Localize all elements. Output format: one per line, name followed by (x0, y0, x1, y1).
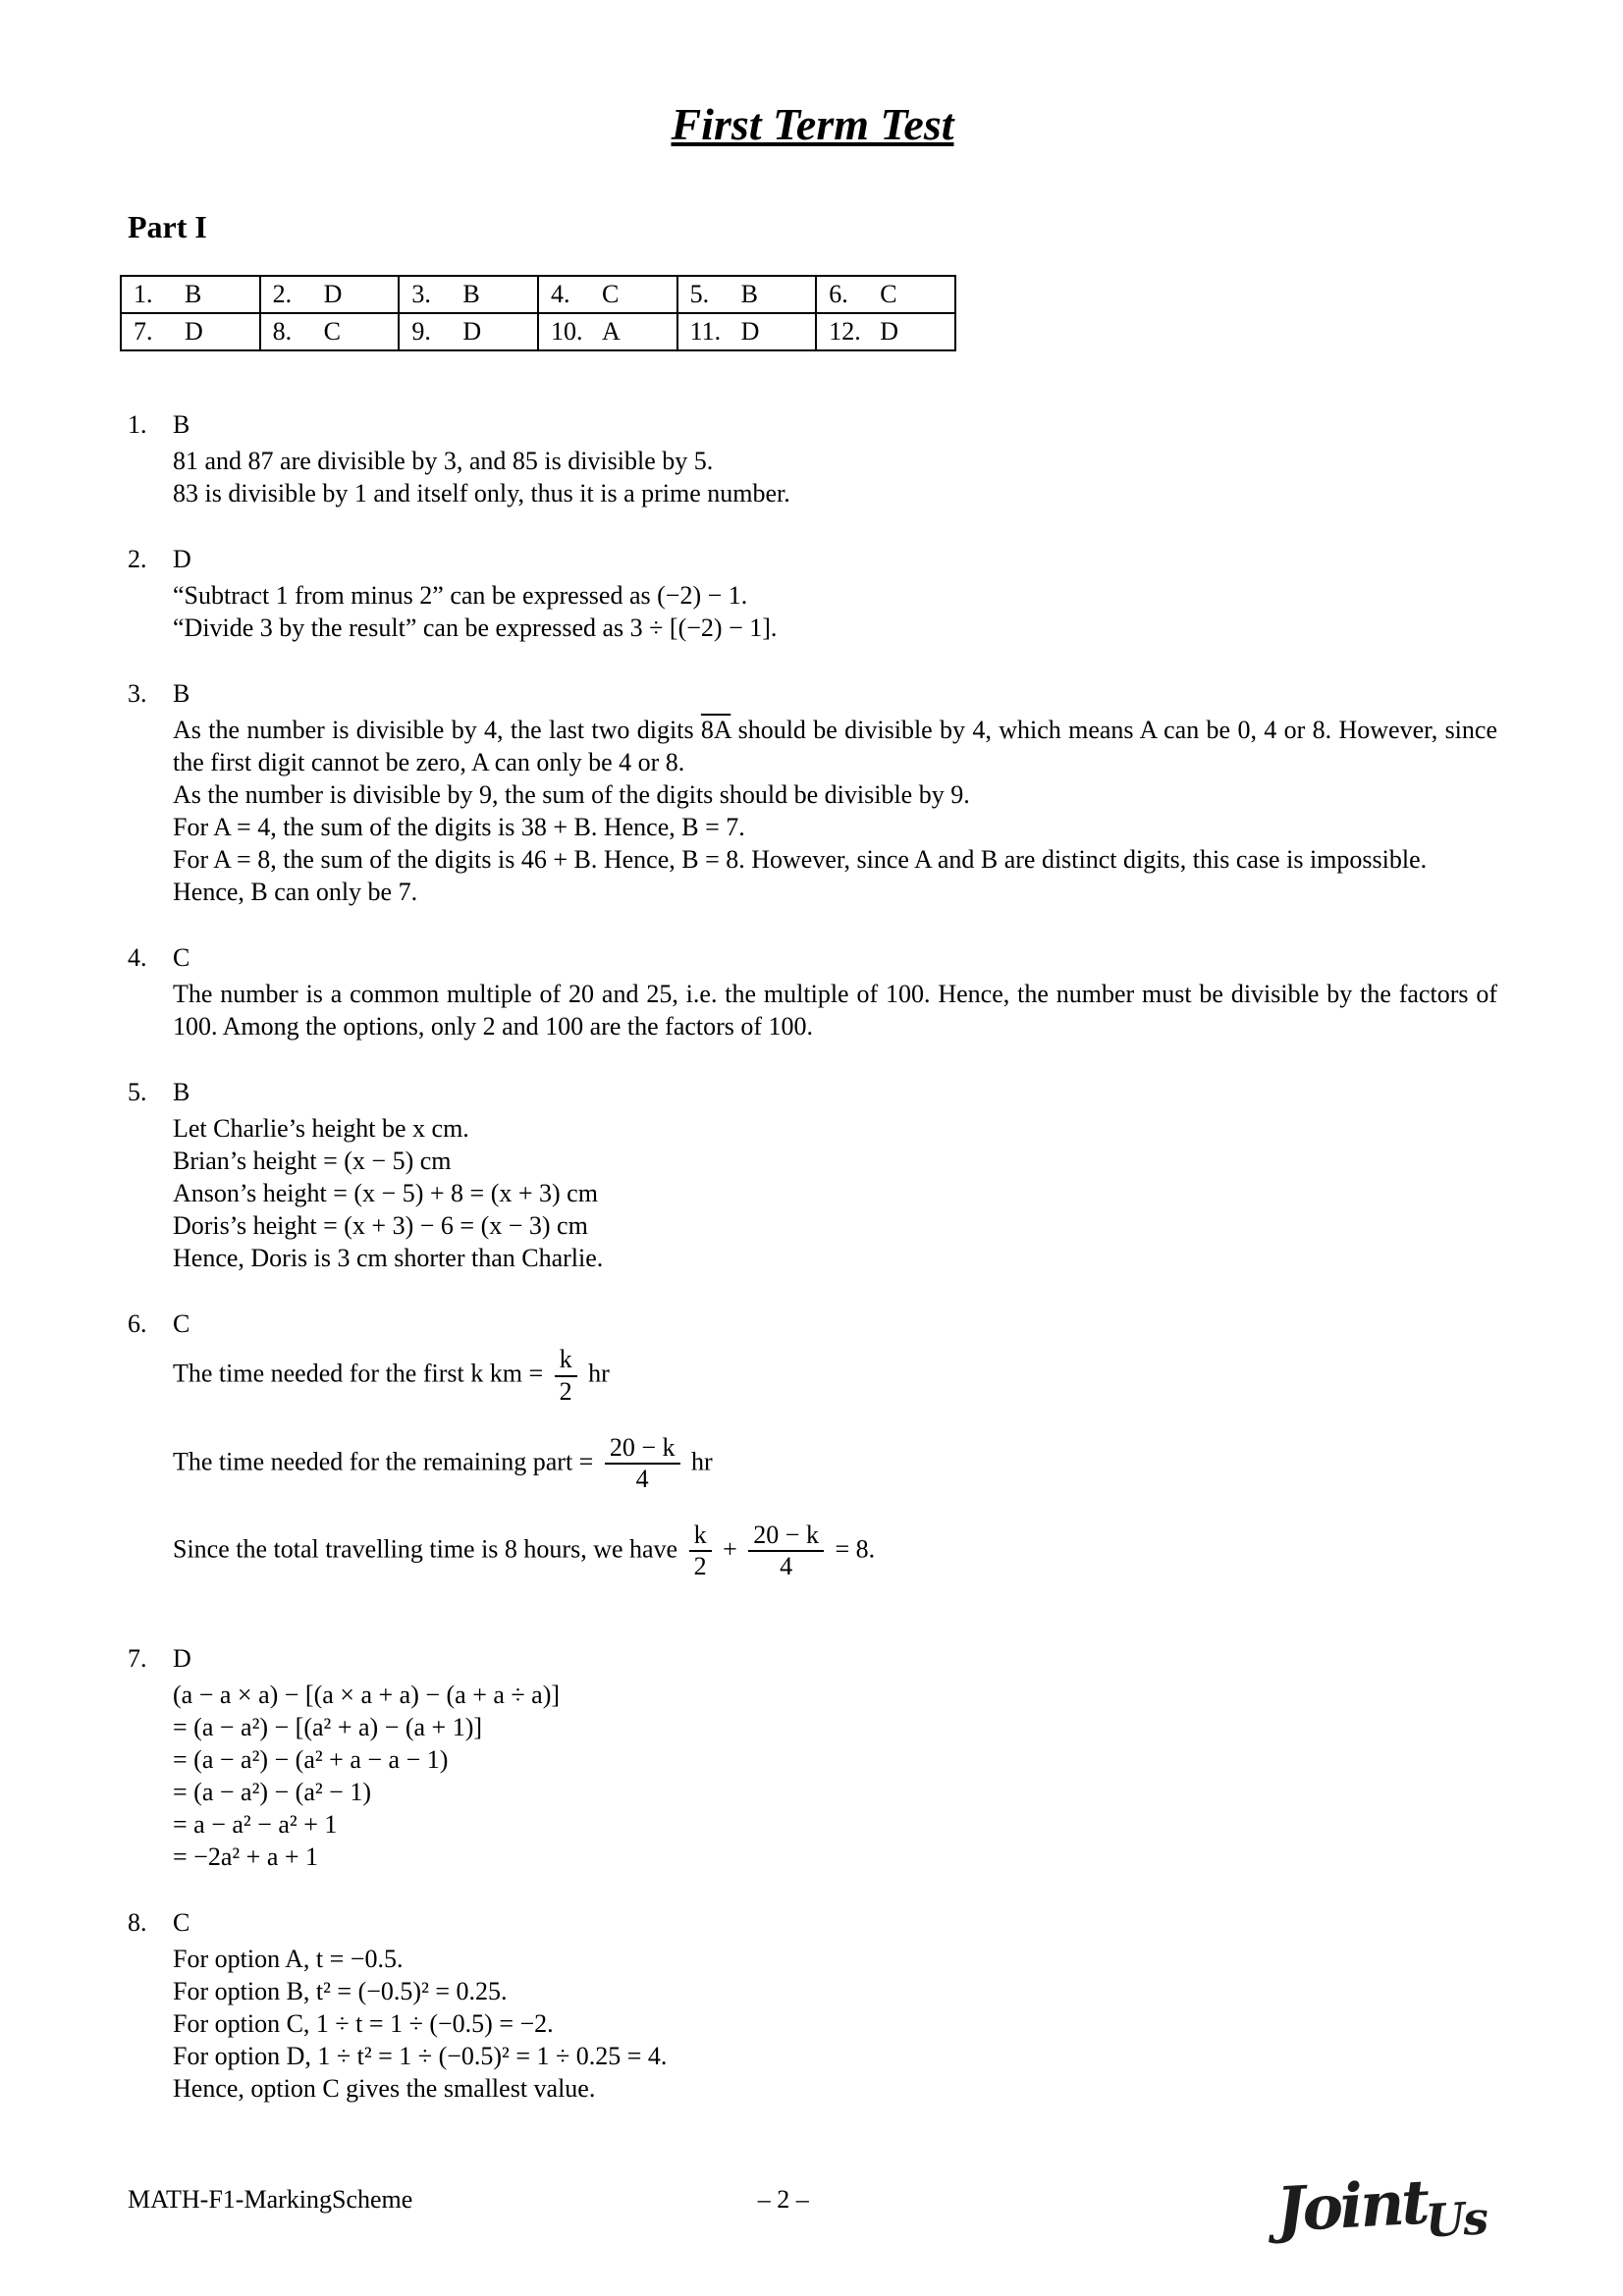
solution-answer: B (173, 679, 190, 709)
answer-number: 11. (689, 317, 722, 346)
solution-line: For option A, t = −0.5. (173, 1945, 404, 1974)
solution-line: Anson’s height = (x − 5) + 8 = (x + 3) cm (173, 1179, 598, 1208)
solution-line: Hence, option C gives the smallest value. (173, 2074, 596, 2104)
solution-body (173, 941, 1497, 1042)
answer-cell (538, 276, 677, 313)
answer-number: 9. (411, 317, 431, 346)
solution-number: 8. (128, 1908, 147, 1938)
answer-cell (121, 276, 260, 313)
text-segment: hr (684, 1447, 713, 1476)
answer-letter: B (740, 280, 758, 308)
text-segment: = 8. (828, 1534, 876, 1564)
answer-number: 12. (829, 317, 861, 346)
solution-answer: D (173, 545, 191, 574)
document-id: MATH-F1-MarkingScheme (128, 2185, 413, 2214)
logo-text-sub: Us (1424, 2191, 1488, 2248)
solution-line (173, 1434, 1497, 1494)
answer-cell (121, 313, 260, 350)
solution-number: 7. (128, 1643, 147, 1673)
answer-number: 3. (411, 280, 431, 308)
jointus-logo (1274, 2163, 1489, 2248)
solution-line: Hence, Doris is 3 cm shorter than Charlie. (173, 1244, 604, 1273)
text-segment: + (716, 1534, 744, 1564)
fraction (605, 1434, 680, 1494)
page-number: – 2 – (757, 2185, 809, 2214)
solution-5 (128, 1076, 1497, 1274)
answer-number: 5. (689, 280, 710, 308)
solution-line: For option D, 1 ÷ t² = 1 ÷ (−0.5)² = 1 ÷ 0.25 = 4. (173, 2042, 668, 2071)
fraction (555, 1346, 577, 1406)
solution-line: Doris’s height = (x + 3) − 6 = (x − 3) cm (173, 1211, 588, 1241)
solution-3 (128, 677, 1497, 908)
solution-number: 2. (128, 545, 147, 574)
solution-line: 81 and 87 are divisible by 3, and 85 is divisible by 5. (173, 447, 714, 476)
fraction-denominator: 2 (559, 1376, 572, 1406)
solution-body (173, 1076, 1497, 1274)
answer-letter: D (323, 280, 343, 308)
answer-cell (399, 276, 538, 313)
solution-number: 3. (128, 679, 147, 709)
solution-line: Hence, B can only be 7. (173, 878, 418, 907)
solution-line: Brian’s height = (x − 5) cm (173, 1147, 452, 1176)
answer-letter: D (880, 317, 899, 346)
answer-letter: C (323, 317, 341, 346)
answer-number: 1. (134, 280, 153, 308)
answer-cell (260, 313, 400, 350)
answer-number: 10. (550, 317, 583, 346)
logo-text-main: Joint (1274, 2165, 1429, 2246)
answer-cell (677, 313, 817, 350)
answer-number: 7. (134, 317, 153, 346)
text-segment: The time needed for the first k km = (173, 1359, 550, 1388)
solution-line: For A = 8, the sum of the digits is 46 + B. Hence, B = 8. However, since A and B are distinct digits, this case is impossible. (173, 845, 1428, 875)
solution-line: = (a − a²) − [(a² + a) − (a + 1)] (173, 1712, 483, 1741)
solution-4 (128, 941, 1497, 1042)
solution-2 (128, 543, 1497, 644)
fraction-denominator: 4 (635, 1465, 649, 1494)
solution-body (173, 543, 1497, 644)
solution-answer: C (173, 1309, 190, 1339)
document-title: First Term Test (671, 99, 954, 149)
solution-line: The number is a common multiple of 20 and 25, i.e. the multiple of 100. Hence, the number must be divisible by the factors of 100. Among the options, only 2 and 100 are the factors of 100. (173, 980, 1497, 1041)
solution-body (173, 1642, 1497, 1873)
solution-line: 83 is divisible by 1 and itself only, thus it is a prime number. (173, 479, 790, 508)
fraction-numerator: k (555, 1346, 577, 1377)
fraction-numerator: 20 − k (605, 1434, 680, 1466)
solution-body (173, 408, 1497, 509)
solution-answer: C (173, 1908, 190, 1938)
answer-letter: D (740, 317, 760, 346)
overline-text: 8A (700, 716, 731, 745)
solution-number: 4. (128, 943, 147, 973)
solution-line: “Divide 3 by the result” can be expressed as 3 ÷ [(−2) − 1]. (173, 614, 778, 643)
solution-line (173, 714, 1497, 778)
answer-letter: D (462, 317, 482, 346)
answer-cell (816, 313, 955, 350)
answer-table-row (121, 313, 955, 350)
answer-letter: C (601, 280, 620, 308)
answer-letter: C (880, 280, 897, 308)
solution-line: = a − a² − a² + 1 (173, 1810, 338, 1839)
text-segment: should be divisible by 4, which means A can be 0, 4 or 8. However, since the first digit cannot be zero, A can only be 4 or 8. (173, 716, 1497, 777)
footer (128, 2154, 1497, 2248)
solution-line: As the number is divisible by 9, the sum of the digits should be divisible by 9. (173, 780, 970, 810)
solutions-list (128, 408, 1497, 2138)
solution-7 (128, 1642, 1497, 1873)
solution-line: “Subtract 1 from minus 2” can be expressed as (−2) − 1. (173, 581, 748, 611)
fraction-numerator: k (689, 1522, 712, 1553)
solution-number: 5. (128, 1078, 147, 1107)
answer-letter: D (185, 317, 203, 346)
solution-answer: D (173, 1643, 191, 1673)
answer-cell (538, 313, 677, 350)
answer-number: 8. (272, 317, 293, 346)
answer-table (120, 275, 956, 351)
answer-cell (260, 276, 400, 313)
answer-cell (399, 313, 538, 350)
fraction-denominator: 4 (780, 1552, 793, 1581)
answer-number: 6. (829, 280, 848, 308)
answer-cell (816, 276, 955, 313)
answer-number: 4. (550, 280, 570, 308)
solution-line: For option C, 1 ÷ t = 1 ÷ (−0.5) = −2. (173, 2009, 554, 2039)
solution-line: For A = 4, the sum of the digits is 38 + B. Hence, B = 7. (173, 813, 745, 842)
fraction-denominator: 2 (693, 1552, 707, 1581)
solution-number: 6. (128, 1309, 147, 1339)
solution-answer: C (173, 943, 190, 973)
answer-letter: A (601, 317, 621, 346)
part-heading: Part I (128, 209, 207, 244)
answer-letter: B (185, 280, 202, 308)
solution-line: = −2a² + a + 1 (173, 1842, 319, 1872)
fraction-numerator: 20 − k (748, 1522, 824, 1553)
solution-number: 1. (128, 410, 147, 439)
answer-cell (677, 276, 817, 313)
solution-body (173, 1308, 1497, 1609)
solution-line: = (a − a²) − (a² − 1) (173, 1777, 371, 1806)
solution-1 (128, 408, 1497, 509)
solution-line (173, 1522, 1497, 1581)
text-segment: hr (581, 1359, 610, 1388)
solution-body (173, 1906, 1497, 2105)
text-segment: As the number is divisible by 4, the last two digits (173, 716, 701, 745)
answer-table-row (121, 276, 955, 313)
solution-line: Let Charlie’s height be x cm. (173, 1114, 469, 1144)
solution-body (173, 677, 1497, 908)
solution-8 (128, 1906, 1497, 2105)
solution-line (173, 1346, 1497, 1406)
fraction (689, 1522, 712, 1581)
solution-line: (a − a × a) − [(a × a + a) − (a + a ÷ a)] (173, 1680, 561, 1709)
text-segment: Since the total travelling time is 8 hours, we have (173, 1534, 684, 1564)
text-segment: The time needed for the remaining part = (173, 1447, 600, 1476)
solution-6 (128, 1308, 1497, 1609)
answer-number: 2. (272, 280, 293, 308)
solution-line: = (a − a²) − (a² + a − a − 1) (173, 1744, 449, 1774)
solution-line: For option B, t² = (−0.5)² = 0.25. (173, 1977, 508, 2006)
answer-letter: B (462, 280, 480, 308)
fraction (748, 1522, 824, 1581)
solution-answer: B (173, 1078, 190, 1107)
solution-answer: B (173, 410, 190, 439)
